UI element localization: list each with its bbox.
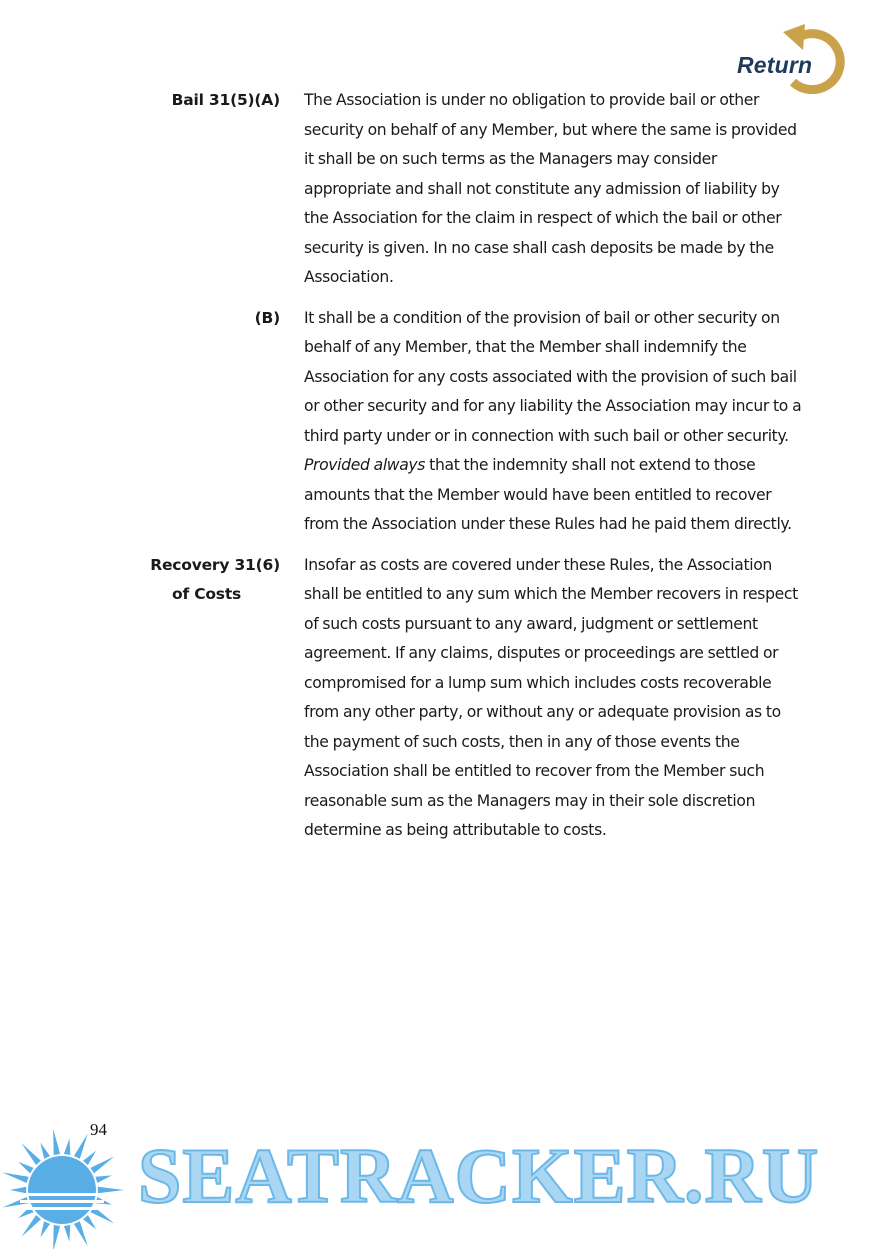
sun-ray — [40, 1143, 50, 1159]
sun-ray — [95, 1175, 111, 1183]
sun-ray — [53, 1225, 60, 1249]
clause-heading: (B) — [254, 308, 280, 327]
clause-text: The Association is under no obligation to provide bail or other security on behalf of any Member, but where the same is provided it shall be on such terms as the Managers may consider appropriate and shall not constitute any admission of liability by the Association for the claim in respect of which the bail or other security is given. In no case shall cash deposits be made by the Association. — [304, 91, 797, 286]
clause-heading: Bail 31(5)(A) — [171, 91, 280, 109]
clause-text — [304, 304, 804, 540]
watermark-text: SEATRACKER.RU — [138, 1132, 820, 1219]
sun-ray — [83, 1151, 96, 1165]
clause-text: Insofar as costs are covered under these Rules, the Association shall be entitled to any sum which the Member recovers in respect of such costs pursuant to any award, judgment or settlement agreement. If any claims, disputes or proceedings are settled or compromised for a lump sum which includes costs recoverable from any other party, or without any or adequate provision as to the payment of such costs, then in any of those events the Association shall be entitled to recover from the Member such reasonable sum as the Managers may in their sole discretion determine as being attributable to costs. — [304, 555, 798, 839]
clause-heading-line: Recovery 31(6) — [150, 555, 280, 574]
return-label: Return — [737, 52, 813, 78]
sun-logo-icon — [0, 1120, 135, 1249]
return-button[interactable] — [733, 22, 851, 94]
clause-recovery-of-costs — [0, 551, 875, 846]
sun-ray — [64, 1225, 70, 1241]
clause-bail-5b — [0, 304, 875, 540]
sun-ray — [21, 1143, 41, 1165]
sun-ray — [74, 1221, 88, 1246]
clause-heading-line: of Costs — [172, 585, 242, 603]
sun-ray — [90, 1156, 114, 1173]
document-body — [0, 86, 875, 857]
sun-ray — [74, 1134, 88, 1159]
clause-text-part: It shall be a condition of the provision of bail or other security on behalf of any Member, that the Member shall indemnify the Association for any costs associated with the provision of such bail or other security and for any liability the Association may incur to a third party under or in connection with such bail or other security. — [304, 308, 802, 445]
clause-bail-5a — [0, 86, 875, 293]
clause-heading — [120, 551, 280, 610]
page-number: 94 — [90, 1120, 107, 1139]
sun-ray — [3, 1173, 29, 1183]
sun-ray — [53, 1129, 60, 1155]
clause-text-italic: Provided always — [304, 456, 426, 474]
sun-ray — [98, 1187, 124, 1193]
sun-ray — [40, 1221, 50, 1237]
sun-ray — [18, 1162, 33, 1173]
clause-text-part: that the indemnity shall not extend to those amounts that the Member would have been entitled to recover from the Association under these Rules had he paid them directly. — [304, 456, 792, 533]
sun-ray — [21, 1215, 41, 1237]
sun-ray — [10, 1187, 26, 1193]
sun-ray — [64, 1139, 70, 1155]
sun-ray — [83, 1215, 96, 1229]
